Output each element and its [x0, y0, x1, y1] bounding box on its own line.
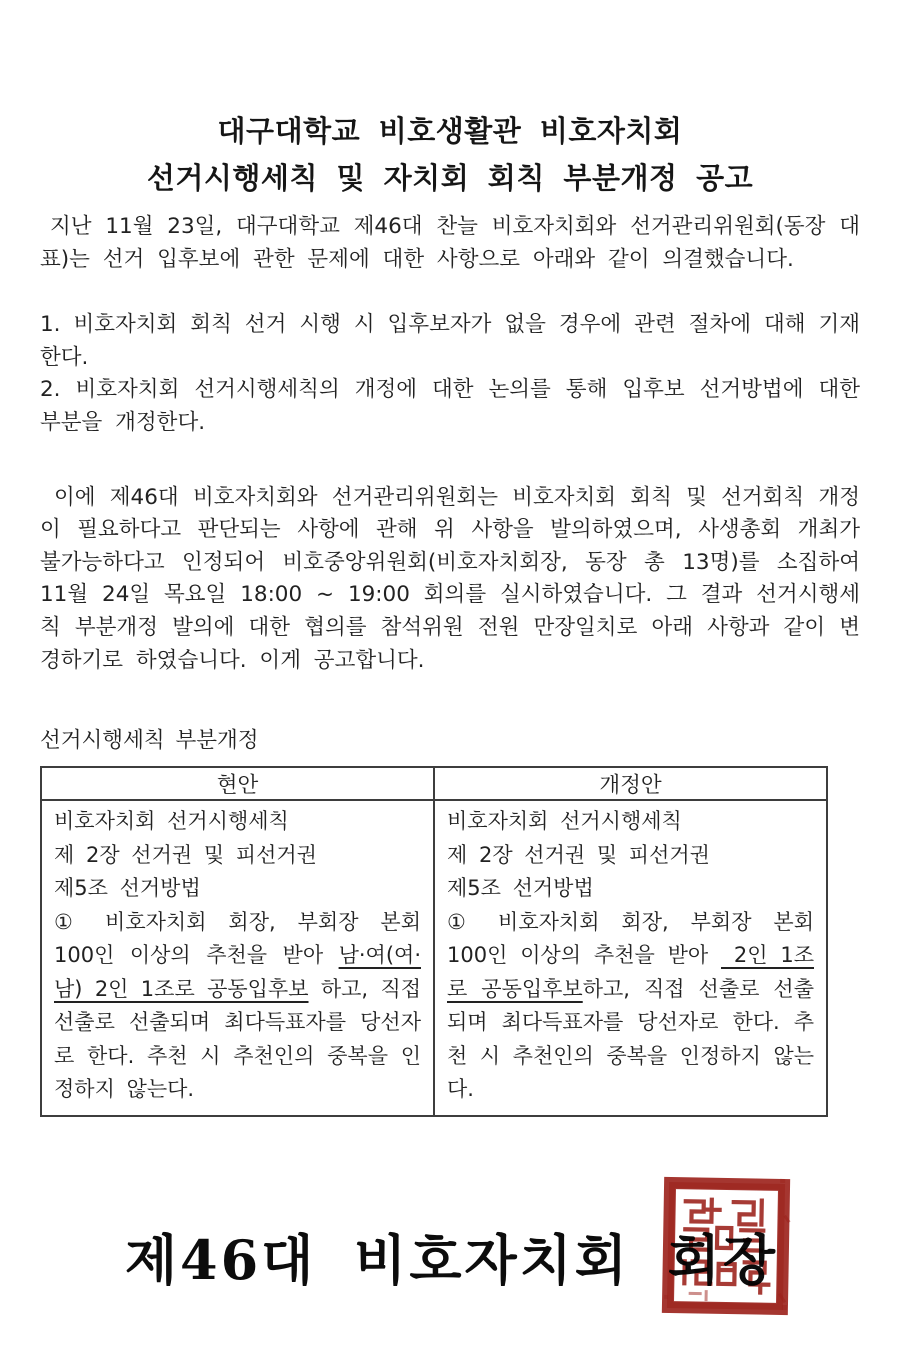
revised-rule-chapter: 제 2장 선거권 및 피선거권	[447, 842, 710, 867]
current-clause-suffix: 하고, 직접 선출로 선출되며 최다득표자를 당선자로 한다. 추천 시 추천인의 중복을 인정하지 않는다.	[54, 976, 422, 1102]
revised-rule-clause	[447, 906, 814, 1107]
revised-rule-article: 제5조 선거방법	[447, 876, 594, 901]
current-clause-prefix: ① 비호자치회 회장, 부회장 본회 100인 이상의 추천을 받아	[54, 909, 421, 968]
body-paragraph: 이에 제46대 비호자치회와 선거관리위원회는 비호자치회 회칙 및 선거회칙 개정이 필요하다고 판단되는 사항에 관해 위 사항을 발의하였으며, 사생총회 개최가 불가능하다고 인정되어 비호중앙위원회(비호자치회장, 동장 총 13명)를 소집하여 11월 24일 목요일 18:00 ~ 19:00 회의를 실시하였습니다. 그 결과 선거시행세칙 부분개정 발의에 대한 협의를 참석위원 전원 만장일치로 아래 사항과 같이 변경하기로 하였습니다. 이게 공고합니다.	[40, 484, 860, 673]
resolution-list	[40, 309, 860, 439]
current-rule-article: 제5조 선거방법	[54, 876, 201, 901]
table-caption: 선거시행세칙 부분개정	[40, 728, 259, 754]
current-rule-cell	[41, 800, 434, 1116]
revised-clause-suffix: 하고, 직접 선출로 선출되며 최다득표자를 당선자로 한다. 추천 시 추천인의 중복을 인정하지 않는다.	[447, 976, 814, 1102]
revised-clause-underlined: 2인 1조로 공동입후보	[447, 943, 814, 1001]
current-rule-chapter: 제 2장 선거권 및 피선거권	[54, 842, 317, 867]
official-seal-icon	[660, 1175, 794, 1317]
current-rule-title: 비호자치회 선거시행세칙	[54, 809, 289, 834]
column-header-current: 현안	[41, 767, 434, 800]
intro-paragraph: 지난 11월 23일, 대구대학교 제46대 찬늘 비호자치회와 선거관리위원회(동장 대표)는 선거 입후보에 관한 문제에 대한 사항으로 아래와 같이 의결했습니다.	[40, 214, 860, 272]
resolution-item-2: 2. 비호자치회 선거시행세칙의 개정에 대한 논의를 통해 입후보 선거방법에 대한 부분을 개정한다.	[40, 377, 860, 435]
amendment-table	[40, 766, 828, 1117]
document-title	[40, 108, 860, 202]
resolution-item-1: 1. 비호자치회 회칙 선거 시행 시 입후보자가 없을 경우에 관련 절차에 대해 기재한다.	[40, 312, 860, 370]
signature-line: 제46대 비호자치회 회장	[124, 1228, 779, 1292]
revised-rule-cell	[434, 800, 827, 1116]
revised-rule-title: 비호자치회 선거시행세칙	[447, 809, 682, 834]
table-header-row	[41, 767, 827, 800]
column-header-revised: 개정안	[434, 767, 827, 800]
current-rule-clause	[54, 906, 421, 1107]
current-clause-underlined: 남·여(여·남) 2인 1조로 공동입후보	[54, 943, 421, 1001]
title-line-2: 선거시행세칙 및 자치회 회칙 부분개정 공고	[146, 161, 754, 195]
table-body-row	[41, 800, 827, 1116]
revised-clause-prefix: ① 비호자치회 회장, 부회장 본회 100인 이상의 추천을 받아	[447, 909, 814, 968]
title-line-1: 대구대학교 비호생활관 비호자치회	[217, 114, 683, 148]
